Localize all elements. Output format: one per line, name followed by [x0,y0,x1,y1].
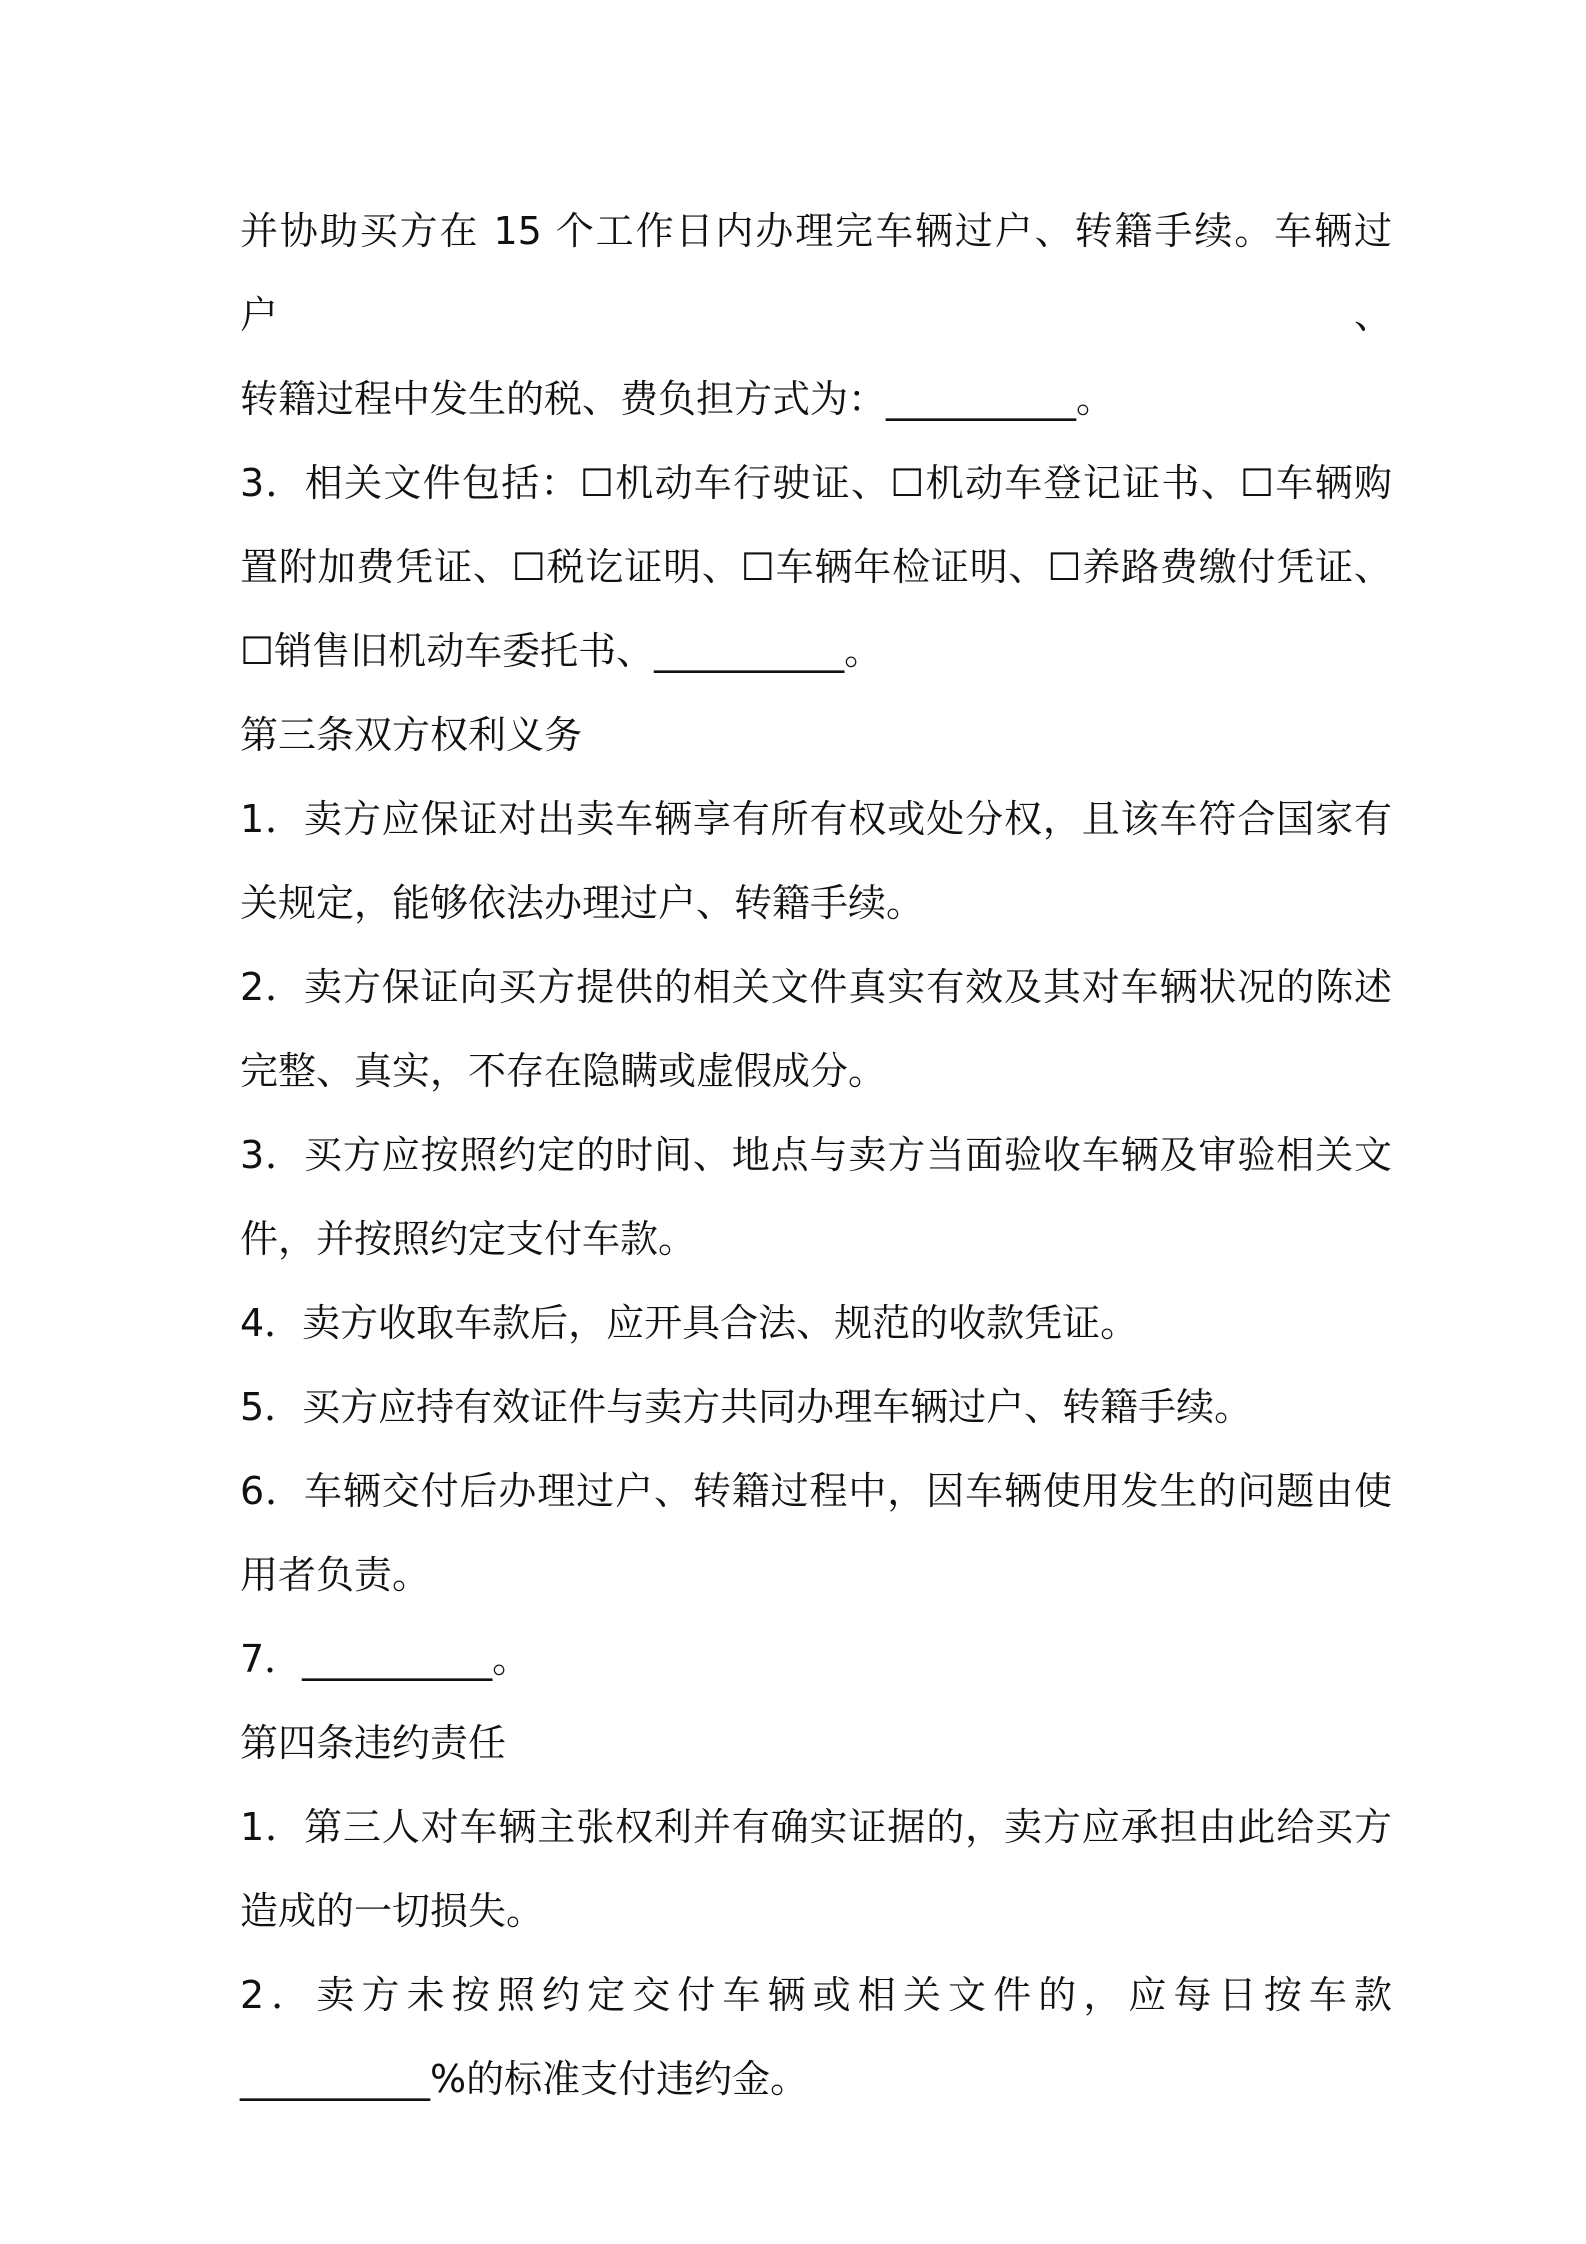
text-line: 2．卖方保证向买方提供的相关文件真实有效及其对车辆状况的陈述 [240,965,1392,1009]
paragraph [240,1113,1392,1281]
text-line: 1．卖方应保证对出卖车辆享有所有权或处分权，且该车符合国家有 [240,797,1392,841]
text-line: 转籍过程中发生的税、费负担方式为：__________。 [240,377,1115,421]
text-line: __________%的标准支付违约金。 [240,2057,809,2101]
text-line: 完整、真实，不存在隐瞒或虚假成分。 [240,1049,887,1093]
paragraph [240,1785,1392,1953]
text-line: 2．卖方未按照约定交付车辆或相关文件的，应每日按车款 [240,1973,1392,2017]
paragraph [240,777,1392,945]
text-line: 1．第三人对车辆主张权利并有确实证据的，卖方应承担由此给买方 [240,1805,1392,1849]
text-line: 置附加费凭证、☐税讫证明、☐车辆年检证明、☐养路费缴付凭证、 [240,545,1392,589]
paragraph [240,1449,1392,1617]
paragraph [240,1365,1392,1449]
text-line: ☐销售旧机动车委托书、__________。 [240,629,883,673]
paragraph [240,945,1392,1113]
text-line: 6．车辆交付后办理过户、转籍过程中，因车辆使用发生的问题由使 [240,1469,1392,1513]
paragraph [240,189,1392,441]
section-heading: 第三条双方权利义务 [240,713,583,757]
paragraph [240,1617,1392,1701]
text-line: 用者负责。 [240,1553,431,1597]
paragraph [240,1281,1392,1365]
document-body [240,189,1392,2121]
section-heading: 第四条违约责任 [240,1721,507,1765]
text-line: 造成的一切损失。 [240,1889,545,1933]
text-line: 3．买方应按照约定的时间、地点与卖方当面验收车辆及审验相关文 [240,1133,1392,1177]
text-line: 5．买方应持有效证件与卖方共同办理车辆过户、转籍手续。 [240,1385,1253,1429]
text-line: 7．__________。 [240,1637,531,1681]
text-line: 3．相关文件包括：☐机动车行驶证、☐机动车登记证书、☐车辆购 [240,461,1392,505]
paragraph [240,441,1392,693]
text-line: 件，并按照约定支付车款。 [240,1217,697,1261]
paragraph [240,1953,1392,2121]
text-line: 并协助买方在 15 个工作日内办理完车辆过户、转籍手续。车辆过户、 [240,209,1392,337]
text-line: 4．卖方收取车款后，应开具合法、规范的收款凭证。 [240,1301,1139,1345]
text-line: 关规定，能够依法办理过户、转籍手续。 [240,881,925,925]
